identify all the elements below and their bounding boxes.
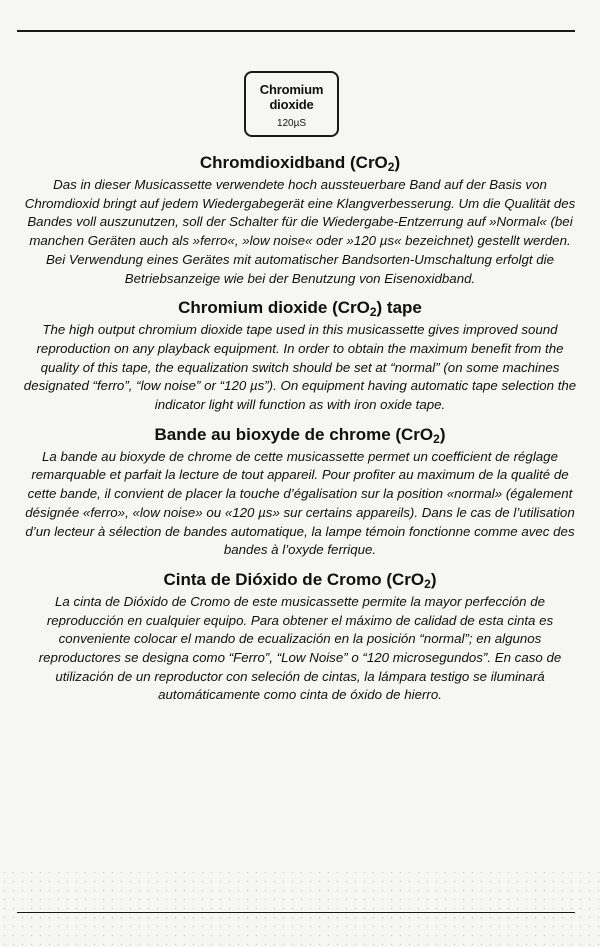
document-body <box>20 152 580 705</box>
section-title <box>20 152 580 175</box>
section-german <box>20 152 580 288</box>
chromium-dioxide-logo <box>244 71 339 137</box>
section-title <box>20 569 580 592</box>
section-body: The high output chromium dioxide tape used in this musicassette gives improved sound reproduction on any playback equipment. In order to obtain the maximum benefit from the quality of this tape, the equalization switch should be set at “normal” (on some machines designated “ferro”, “low noise” or “120 µs”). On equipment having automatic tape selection the indicator light will function as with iron oxide tape. <box>23 322 577 413</box>
title-text: Cinta de Dióxido de Cromo (CrO <box>163 569 425 589</box>
top-rule <box>17 30 575 32</box>
title-subscript: 2 <box>433 431 440 446</box>
title-subscript: 2 <box>424 576 431 591</box>
logo-line-1: Chromium <box>259 82 324 97</box>
section-body: Das in dieser Musicassette verwendete hoch aussteuerbare Band auf der Basis von Chromdioxid bringt auf jedem Wiedergabegerät eine Klangverbesserung. Um die Qualität des Bandes voll auszunutzen, soll der Schalter für die Wiedergabe-Entzerrung auf »Normal« (bei manchen Geräten auch als »ferro«, »low noise« oder »120 µs« bezeichnet) gestellt werden. Bei Verwendung eines Gerätes mit automatischer Bandsorten-Umschaltung erfolgt die Betriebsanzeige wie bei der Benutzung von Eisenoxidband. <box>24 177 576 286</box>
title-end: ) <box>439 424 446 444</box>
logo-line-3: 120µS <box>276 118 307 129</box>
logo-line-2: dioxide <box>269 97 314 112</box>
section-french <box>20 424 580 560</box>
section-body: La bande au bioxyde de chrome de cette musicassette permet un coefficient de réglage remarquable et parfait la lecture de tout appareil. Pour profiter au maximum de la qualité de cette bande, il convient de placer la touche d’égalisation sur la position «normal» (également désignée «ferro», «low noise» ou «120 µs» sur certains appareils). Dans le cas de l’utilisation d’un lecteur à sélection de bandes automatique, la lampe témoin fonctionne comme avec des bandes à l’oxyde ferrique. <box>25 448 575 558</box>
title-end: ) tape <box>376 298 422 318</box>
title-subscript: 2 <box>369 305 377 320</box>
title-subscript: 2 <box>387 160 395 174</box>
bottom-rule <box>17 912 575 913</box>
title-end: ) <box>394 153 401 172</box>
title-end: ) <box>430 569 437 589</box>
section-body: La cinta de Dióxido de Cromo de este musicassette permite la mayor perfección de reproducción en cualquier equipo. Para obtener el máximo de calidad de esta cinta es conveniente colocar el mando de ecualización en la posición “normal”; en algunos reproductores se designa como “Ferro”, “Low Noise” o “120 microsegundos”. En caso de utilización de un reproductor con seleción de cintas, la lámpara testigo se iluminará automáticamente como cinta de óxido de hierro. <box>38 593 562 703</box>
title-text: Chromdioxidband (CrO <box>199 153 388 172</box>
section-title <box>20 297 580 320</box>
section-title <box>20 424 580 447</box>
section-english <box>20 297 580 415</box>
dotted-background <box>0 868 600 947</box>
section-spanish <box>20 569 580 705</box>
title-text: Bande au bioxyde de chrome (CrO <box>154 424 434 444</box>
title-text: Chromium dioxide (CrO <box>178 298 370 318</box>
